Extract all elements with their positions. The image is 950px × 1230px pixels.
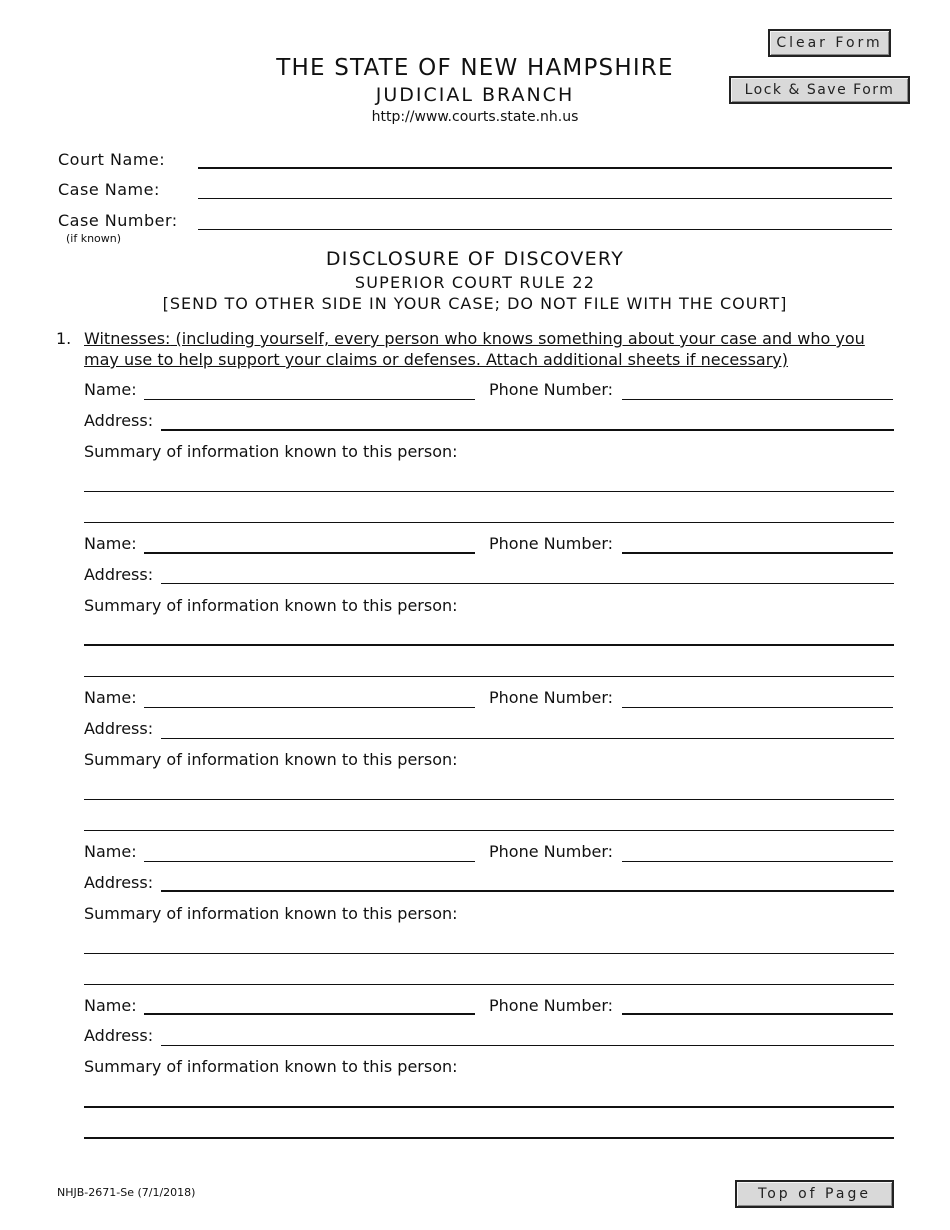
phone-label: Phone Number: xyxy=(489,688,614,707)
witness-summary-line-2[interactable] xyxy=(84,830,894,831)
if-known-note: (if known) xyxy=(66,232,122,245)
phone-label: Phone Number: xyxy=(489,534,614,553)
summary-label: Summary of information known to this person: xyxy=(84,596,458,615)
summary-label: Summary of information known to this person: xyxy=(84,750,458,769)
witness-name-field[interactable] xyxy=(144,399,475,400)
witness-address-field[interactable] xyxy=(161,429,894,431)
form-id-footer: NHJB-2671-Se (7/1/2018) xyxy=(57,1186,196,1199)
witness-summary-line-2[interactable] xyxy=(84,522,894,523)
witnesses-intro-text: (including yourself, every person who knows something about your case and who you xyxy=(170,329,865,348)
witness-phone-field[interactable] xyxy=(622,399,893,400)
form-title: DISCLOSURE OF DISCOVERY xyxy=(325,248,625,270)
witness-phone-field[interactable] xyxy=(622,552,893,554)
address-label: Address: xyxy=(84,873,154,892)
witness-name-field[interactable] xyxy=(144,707,475,708)
state-heading: THE STATE OF NEW HAMPSHIRE xyxy=(276,55,674,81)
witness-name-field[interactable] xyxy=(144,552,475,554)
witness-entry xyxy=(0,996,950,1150)
name-label: Name: xyxy=(84,380,137,399)
case-name-label: Case Name: xyxy=(58,180,160,199)
witness-phone-field[interactable] xyxy=(622,861,893,862)
witness-summary-line-1[interactable] xyxy=(84,1106,894,1108)
phone-label: Phone Number: xyxy=(489,996,614,1015)
summary-label: Summary of information known to this person: xyxy=(84,904,458,923)
witness-address-field[interactable] xyxy=(161,1045,894,1046)
witness-address-field[interactable] xyxy=(161,738,894,739)
branch-heading: JUDICIAL BRANCH xyxy=(375,84,575,106)
witness-summary-line-1[interactable] xyxy=(84,953,894,954)
case-number-label: Case Number: xyxy=(58,211,178,230)
case-name-field[interactable] xyxy=(198,198,892,199)
form-instruction: [SEND TO OTHER SIDE IN YOUR CASE; DO NOT FILE WITH THE COURT] xyxy=(162,294,788,313)
witnesses-intro-line-2: may use to help support your claims or defenses. Attach additional sheets if necessary) xyxy=(84,350,789,369)
witness-address-field[interactable] xyxy=(161,583,894,584)
summary-label: Summary of information known to this person: xyxy=(84,1057,458,1076)
witness-entry xyxy=(0,688,950,842)
form-rule: SUPERIOR COURT RULE 22 xyxy=(354,273,596,292)
section-number: 1. xyxy=(56,329,72,348)
witness-entry xyxy=(0,380,950,534)
witness-name-field[interactable] xyxy=(144,861,475,862)
court-name-label: Court Name: xyxy=(58,150,166,169)
case-number-field[interactable] xyxy=(198,229,892,230)
witness-phone-field[interactable] xyxy=(622,1013,893,1015)
phone-label: Phone Number: xyxy=(489,380,614,399)
witness-entry xyxy=(0,534,950,688)
summary-label: Summary of information known to this person: xyxy=(84,442,458,461)
witnesses-intro-line-1 xyxy=(84,329,865,348)
address-label: Address: xyxy=(84,411,154,430)
witnesses-heading: Witnesses: xyxy=(84,329,171,348)
witness-address-field[interactable] xyxy=(161,890,894,892)
top-of-page-button[interactable]: Top of Page xyxy=(735,1180,894,1208)
address-label: Address: xyxy=(84,719,154,738)
witness-summary-line-2[interactable] xyxy=(84,1137,894,1139)
name-label: Name: xyxy=(84,534,137,553)
witness-summary-line-1[interactable] xyxy=(84,491,894,492)
name-label: Name: xyxy=(84,688,137,707)
witness-summary-line-1[interactable] xyxy=(84,799,894,800)
witness-name-field[interactable] xyxy=(144,1013,475,1015)
witness-phone-field[interactable] xyxy=(622,707,893,708)
clear-form-button[interactable]: Clear Form xyxy=(768,29,891,57)
name-label: Name: xyxy=(84,996,137,1015)
court-url: http://www.courts.state.nh.us xyxy=(371,109,579,125)
witness-summary-line-2[interactable] xyxy=(84,676,894,677)
phone-label: Phone Number: xyxy=(489,842,614,861)
address-label: Address: xyxy=(84,1026,154,1045)
witness-summary-line-2[interactable] xyxy=(84,984,894,985)
lock-save-form-button[interactable]: Lock & Save Form xyxy=(729,76,910,104)
address-label: Address: xyxy=(84,565,154,584)
name-label: Name: xyxy=(84,842,137,861)
witness-entry xyxy=(0,842,950,996)
court-name-field[interactable] xyxy=(198,167,892,169)
witness-summary-line-1[interactable] xyxy=(84,644,894,646)
